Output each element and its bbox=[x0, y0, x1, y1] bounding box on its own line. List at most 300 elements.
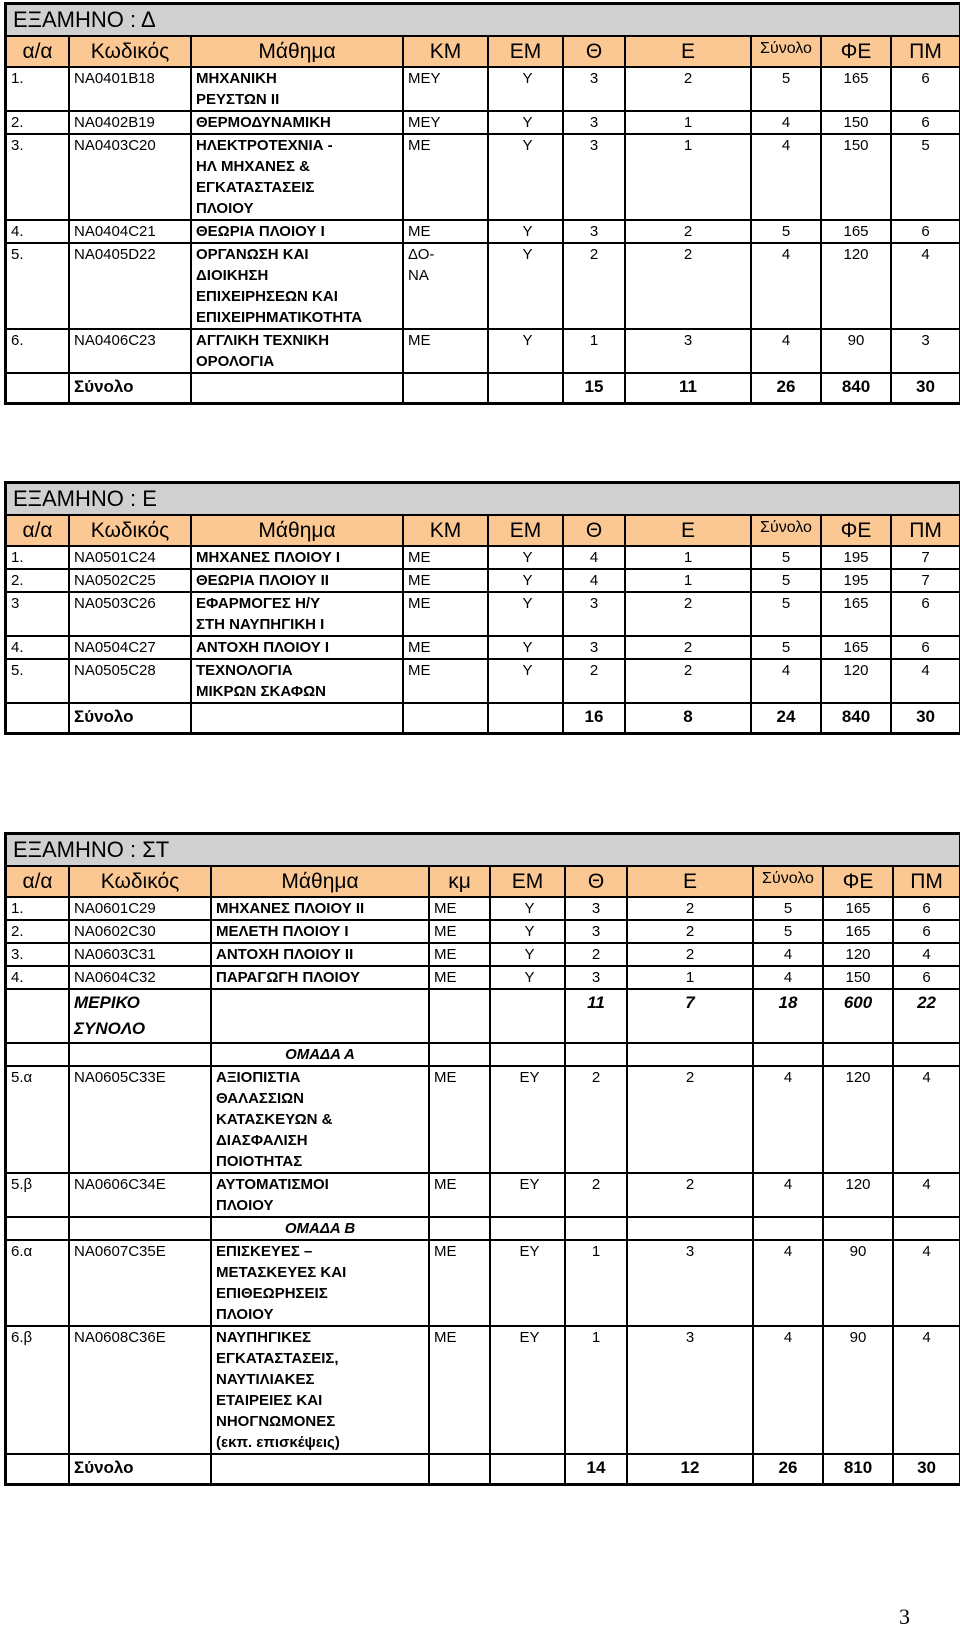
group-spacer bbox=[69, 1043, 211, 1066]
total-hours: 5 bbox=[753, 920, 823, 943]
total-hours: 4 bbox=[753, 1173, 823, 1217]
row-index: 1. bbox=[6, 897, 69, 920]
workload: 165 bbox=[821, 67, 891, 111]
row-index: 6. bbox=[6, 329, 69, 373]
total-value: 18 bbox=[753, 989, 823, 1043]
em-cell: Υ bbox=[488, 243, 563, 329]
total-spacer bbox=[403, 373, 488, 403]
course-row bbox=[6, 1240, 960, 1326]
total-value: 14 bbox=[565, 1454, 627, 1484]
lab-hours: 1 bbox=[625, 569, 751, 592]
group-spacer bbox=[627, 1043, 753, 1066]
course-code: ΝΑ0402Β19 bbox=[69, 111, 191, 134]
row-index: 4. bbox=[6, 966, 69, 989]
column-header: Σύνολο bbox=[751, 515, 821, 546]
total-label: Σύνολο bbox=[69, 703, 191, 733]
row-index: 5. bbox=[6, 243, 69, 329]
course-row bbox=[6, 67, 960, 111]
lab-hours: 1 bbox=[625, 546, 751, 569]
semester-title: ΕΞΑΜΗΝΟ : ΣΤ bbox=[6, 834, 960, 866]
course-code: ΝΑ0604C32 bbox=[69, 966, 211, 989]
theory-hours: 3 bbox=[565, 920, 627, 943]
credits: 4 bbox=[893, 1066, 960, 1173]
course-code: ΝΑ0603C31 bbox=[69, 943, 211, 966]
group-spacer bbox=[429, 1043, 490, 1066]
total-hours: 5 bbox=[751, 220, 821, 243]
total-value: 26 bbox=[753, 1454, 823, 1484]
total-value: 16 bbox=[563, 703, 625, 733]
column-header: Μάθημα bbox=[191, 515, 403, 546]
credits: 6 bbox=[891, 111, 960, 134]
lab-hours: 3 bbox=[625, 329, 751, 373]
workload: 165 bbox=[821, 220, 891, 243]
course-title: ΟΡΓΑΝΩΣΗ ΚΑΙ ΔΙΟΙΚΗΣΗ ΕΠΙΧΕΙΡΗΣΕΩΝ ΚΑΙ ΕΠΙΧΕΙΡΗΜΑΤΙΚΟΤΗΤΑ bbox=[191, 243, 403, 329]
em-cell: Υ bbox=[488, 546, 563, 569]
column-header: Ε bbox=[625, 36, 751, 67]
theory-hours: 2 bbox=[563, 243, 625, 329]
total-value: 30 bbox=[891, 703, 960, 733]
semester-title-row bbox=[6, 483, 960, 515]
theory-hours: 3 bbox=[563, 220, 625, 243]
credits: 4 bbox=[891, 659, 960, 703]
km-cell: ΜΕ bbox=[403, 569, 488, 592]
credits: 4 bbox=[893, 1240, 960, 1326]
row-index: 3. bbox=[6, 134, 69, 220]
course-row bbox=[6, 243, 960, 329]
km-cell: ΜΕ bbox=[403, 659, 488, 703]
column-header: α/α bbox=[6, 866, 69, 897]
column-header: Ε bbox=[627, 866, 753, 897]
course-row bbox=[6, 111, 960, 134]
group-spacer bbox=[565, 1043, 627, 1066]
column-header: Σύνολο bbox=[753, 866, 823, 897]
credits: 4 bbox=[893, 1326, 960, 1454]
group-row bbox=[6, 1043, 960, 1066]
row-index: 5.β bbox=[6, 1173, 69, 1217]
course-title: ΑΓΓΛΙΚΗ ΤΕΧΝΙΚΗ ΟΡΟΛΟΓΙΑ bbox=[191, 329, 403, 373]
total-spacer bbox=[488, 703, 563, 733]
course-title: ΘΕΡΜΟΔΥΝΑΜΙΚΗ bbox=[191, 111, 403, 134]
column-header: Θ bbox=[563, 515, 625, 546]
total-hours: 5 bbox=[751, 592, 821, 636]
row-index: 5.α bbox=[6, 1066, 69, 1173]
km-cell: ΔΟ- ΝΑ bbox=[403, 243, 488, 329]
total-value: 840 bbox=[821, 703, 891, 733]
row-index: 1. bbox=[6, 67, 69, 111]
em-cell: Υ bbox=[490, 920, 565, 943]
credits: 6 bbox=[891, 220, 960, 243]
total-hours: 4 bbox=[751, 111, 821, 134]
lab-hours: 2 bbox=[625, 67, 751, 111]
group-spacer bbox=[627, 1217, 753, 1240]
lab-hours: 2 bbox=[625, 659, 751, 703]
total-value: 840 bbox=[821, 373, 891, 403]
km-cell: ΜΕ bbox=[403, 134, 488, 220]
em-cell: Υ bbox=[490, 966, 565, 989]
total-hours: 4 bbox=[753, 1240, 823, 1326]
column-header: ΕΜ bbox=[490, 866, 565, 897]
em-cell: Υ bbox=[490, 943, 565, 966]
em-cell: Υ bbox=[488, 636, 563, 659]
theory-hours: 2 bbox=[565, 1173, 627, 1217]
workload: 165 bbox=[821, 636, 891, 659]
em-cell: Υ bbox=[488, 329, 563, 373]
em-cell: Υ bbox=[488, 592, 563, 636]
lab-hours: 1 bbox=[627, 966, 753, 989]
total-spacer bbox=[191, 373, 403, 403]
total-spacer bbox=[211, 989, 429, 1043]
course-title: ΑΥΤΟΜΑΤΙΣΜΟΙ ΠΛΟΙΟΥ bbox=[211, 1173, 429, 1217]
km-cell: ΜΕ bbox=[403, 220, 488, 243]
em-cell: ΕΥ bbox=[490, 1066, 565, 1173]
lab-hours: 2 bbox=[627, 897, 753, 920]
em-cell: ΕΥ bbox=[490, 1326, 565, 1454]
total-value: 8 bbox=[625, 703, 751, 733]
course-row bbox=[6, 1066, 960, 1173]
total-spacer bbox=[488, 373, 563, 403]
course-row bbox=[6, 134, 960, 220]
row-index: 4. bbox=[6, 636, 69, 659]
km-cell: ΜΕ bbox=[403, 592, 488, 636]
workload: 165 bbox=[823, 897, 893, 920]
lab-hours: 2 bbox=[627, 920, 753, 943]
row-index: 2. bbox=[6, 569, 69, 592]
semester-d-section bbox=[4, 2, 958, 405]
theory-hours: 3 bbox=[563, 134, 625, 220]
group-spacer bbox=[490, 1043, 565, 1066]
column-header: Θ bbox=[563, 36, 625, 67]
column-header: κμ bbox=[429, 866, 490, 897]
column-header: Κωδικός bbox=[69, 36, 191, 67]
total-value: 30 bbox=[893, 1454, 960, 1484]
workload: 90 bbox=[823, 1326, 893, 1454]
workload: 150 bbox=[821, 111, 891, 134]
course-row bbox=[6, 1326, 960, 1454]
column-header: ΦΕ bbox=[821, 36, 891, 67]
course-title: ΑΞΙΟΠΙΣΤΙΑ ΘΑΛΑΣΣΙΩΝ ΚΑΤΑΣΚΕΥΩΝ & ΔΙΑΣΦΑΛΙΣΗ ΠΟΙΟΤΗΤΑΣ bbox=[211, 1066, 429, 1173]
total-spacer bbox=[6, 373, 69, 403]
course-code: ΝΑ0404C21 bbox=[69, 220, 191, 243]
theory-hours: 3 bbox=[565, 966, 627, 989]
theory-hours: 4 bbox=[563, 569, 625, 592]
row-index: 2. bbox=[6, 111, 69, 134]
total-spacer bbox=[403, 703, 488, 733]
course-row bbox=[6, 569, 960, 592]
course-code: ΝΑ0501C24 bbox=[69, 546, 191, 569]
group-spacer bbox=[490, 1217, 565, 1240]
theory-hours: 1 bbox=[563, 329, 625, 373]
course-title: ΑΝΤΟΧΗ ΠΛΟΙΟΥ ΙΙ bbox=[211, 943, 429, 966]
total-row bbox=[6, 1454, 960, 1484]
course-code: ΝΑ0405D22 bbox=[69, 243, 191, 329]
theory-hours: 3 bbox=[563, 592, 625, 636]
group-spacer bbox=[6, 1217, 69, 1240]
theory-hours: 3 bbox=[565, 897, 627, 920]
total-spacer bbox=[6, 703, 69, 733]
theory-hours: 3 bbox=[563, 67, 625, 111]
theory-hours: 2 bbox=[565, 943, 627, 966]
header-row bbox=[6, 515, 960, 546]
km-cell: ΜΕ bbox=[429, 1173, 490, 1217]
column-header: ΠΜ bbox=[893, 866, 960, 897]
total-value: 11 bbox=[625, 373, 751, 403]
course-code: ΝΑ0505C28 bbox=[69, 659, 191, 703]
total-value: 7 bbox=[627, 989, 753, 1043]
workload: 120 bbox=[821, 659, 891, 703]
header-row bbox=[6, 36, 960, 67]
total-row bbox=[6, 989, 960, 1043]
row-index: 1. bbox=[6, 546, 69, 569]
group-row bbox=[6, 1217, 960, 1240]
semester-e-section bbox=[4, 481, 958, 735]
course-row bbox=[6, 659, 960, 703]
total-label: ΜΕΡΙΚΟ ΣΥΝΟΛΟ bbox=[69, 989, 211, 1043]
semester-st-table bbox=[4, 832, 960, 1486]
semester-st-section bbox=[4, 832, 958, 1486]
total-hours: 4 bbox=[751, 134, 821, 220]
total-hours: 4 bbox=[751, 659, 821, 703]
credits: 6 bbox=[893, 897, 960, 920]
km-cell: ΜΕ bbox=[403, 329, 488, 373]
column-header: ΠΜ bbox=[891, 515, 960, 546]
km-cell: ΜΕΥ bbox=[403, 111, 488, 134]
group-spacer bbox=[893, 1043, 960, 1066]
course-row bbox=[6, 546, 960, 569]
lab-hours: 3 bbox=[627, 1240, 753, 1326]
header-row bbox=[6, 866, 960, 897]
theory-hours: 2 bbox=[565, 1066, 627, 1173]
km-cell: ΜΕ bbox=[429, 943, 490, 966]
workload: 90 bbox=[821, 329, 891, 373]
course-title: ΑΝΤΟΧΗ ΠΛΟΙΟΥ Ι bbox=[191, 636, 403, 659]
credits: 4 bbox=[891, 243, 960, 329]
total-value: 24 bbox=[751, 703, 821, 733]
total-row bbox=[6, 703, 960, 733]
course-code: ΝΑ0403C20 bbox=[69, 134, 191, 220]
total-hours: 5 bbox=[751, 636, 821, 659]
column-header: Ε bbox=[625, 515, 751, 546]
workload: 120 bbox=[823, 1066, 893, 1173]
total-spacer bbox=[429, 989, 490, 1043]
km-cell: ΜΕ bbox=[429, 966, 490, 989]
credits: 5 bbox=[891, 134, 960, 220]
km-cell: ΜΕ bbox=[403, 546, 488, 569]
group-spacer bbox=[69, 1217, 211, 1240]
course-row bbox=[6, 636, 960, 659]
workload: 195 bbox=[821, 569, 891, 592]
credits: 3 bbox=[891, 329, 960, 373]
group-spacer bbox=[753, 1043, 823, 1066]
column-header: ΦΕ bbox=[823, 866, 893, 897]
group-spacer bbox=[823, 1217, 893, 1240]
theory-hours: 4 bbox=[563, 546, 625, 569]
total-spacer bbox=[6, 1454, 69, 1484]
course-code: ΝΑ0605C33Ε bbox=[69, 1066, 211, 1173]
km-cell: ΜΕ bbox=[429, 1066, 490, 1173]
total-hours: 5 bbox=[751, 569, 821, 592]
group-label: ΟΜΑΔΑ Α bbox=[211, 1043, 429, 1066]
course-code: ΝΑ0607C35Ε bbox=[69, 1240, 211, 1326]
total-spacer bbox=[490, 989, 565, 1043]
total-value: 22 bbox=[893, 989, 960, 1043]
km-cell: ΜΕ bbox=[429, 920, 490, 943]
course-row bbox=[6, 329, 960, 373]
total-value: 600 bbox=[823, 989, 893, 1043]
course-code: ΝΑ0401Β18 bbox=[69, 67, 191, 111]
course-title: ΕΦΑΡΜΟΓΕΣ Η/Υ ΣΤΗ ΝΑΥΠΗΓΙΚΗ Ι bbox=[191, 592, 403, 636]
page-number: 3 bbox=[899, 1604, 910, 1629]
total-value: 26 bbox=[751, 373, 821, 403]
lab-hours: 2 bbox=[625, 636, 751, 659]
total-hours: 5 bbox=[753, 897, 823, 920]
course-row bbox=[6, 897, 960, 920]
course-code: ΝΑ0602C30 bbox=[69, 920, 211, 943]
total-label: Σύνολο bbox=[69, 1454, 211, 1484]
em-cell: Υ bbox=[490, 897, 565, 920]
workload: 90 bbox=[823, 1240, 893, 1326]
workload: 165 bbox=[821, 592, 891, 636]
course-title: ΤΕΧΝΟΛΟΓΙΑ ΜΙΚΡΩΝ ΣΚΑΦΩΝ bbox=[191, 659, 403, 703]
course-row bbox=[6, 1173, 960, 1217]
credits: 6 bbox=[891, 636, 960, 659]
column-header: ΦΕ bbox=[821, 515, 891, 546]
course-code: ΝΑ0601C29 bbox=[69, 897, 211, 920]
credits: 4 bbox=[893, 943, 960, 966]
total-spacer bbox=[490, 1454, 565, 1484]
row-index: 6.β bbox=[6, 1326, 69, 1454]
group-spacer bbox=[823, 1043, 893, 1066]
theory-hours: 2 bbox=[563, 659, 625, 703]
column-header: ΕΜ bbox=[488, 36, 563, 67]
total-value: 810 bbox=[823, 1454, 893, 1484]
total-label: Σύνολο bbox=[69, 373, 191, 403]
course-code: ΝΑ0504C27 bbox=[69, 636, 191, 659]
total-spacer bbox=[429, 1454, 490, 1484]
credits: 7 bbox=[891, 546, 960, 569]
lab-hours: 2 bbox=[627, 943, 753, 966]
course-title: ΘΕΩΡΙΑ ΠΛΟΙΟΥ ΙΙ bbox=[191, 569, 403, 592]
em-cell: ΕΥ bbox=[490, 1240, 565, 1326]
course-title: ΠΑΡΑΓΩΓΗ ΠΛΟΙΟΥ bbox=[211, 966, 429, 989]
group-spacer bbox=[565, 1217, 627, 1240]
theory-hours: 3 bbox=[563, 111, 625, 134]
total-hours: 4 bbox=[751, 243, 821, 329]
group-spacer bbox=[6, 1043, 69, 1066]
credits: 6 bbox=[893, 920, 960, 943]
course-code: ΝΑ0608C36Ε bbox=[69, 1326, 211, 1454]
column-header: Μάθημα bbox=[191, 36, 403, 67]
course-row bbox=[6, 592, 960, 636]
lab-hours: 1 bbox=[625, 134, 751, 220]
km-cell: ΜΕ bbox=[403, 636, 488, 659]
total-hours: 4 bbox=[753, 943, 823, 966]
course-row bbox=[6, 920, 960, 943]
em-cell: Υ bbox=[488, 569, 563, 592]
row-index: 5. bbox=[6, 659, 69, 703]
total-value: 12 bbox=[627, 1454, 753, 1484]
total-value: 15 bbox=[563, 373, 625, 403]
km-cell: ΜΕ bbox=[429, 1326, 490, 1454]
row-index: 3 bbox=[6, 592, 69, 636]
credits: 6 bbox=[893, 966, 960, 989]
column-header: Μάθημα bbox=[211, 866, 429, 897]
column-header: Κωδικός bbox=[69, 515, 191, 546]
semester-title-row bbox=[6, 4, 960, 36]
column-header: ΕΜ bbox=[488, 515, 563, 546]
workload: 120 bbox=[821, 243, 891, 329]
course-title: ΕΠΙΣΚΕΥΕΣ – ΜΕΤΑΣΚΕΥΕΣ ΚΑΙ ΕΠΙΘΕΩΡΗΣΕΙΣ ΠΛΟΙΟΥ bbox=[211, 1240, 429, 1326]
group-spacer bbox=[893, 1217, 960, 1240]
workload: 165 bbox=[823, 920, 893, 943]
course-title: ΜΗΧΑΝΙΚΗ ΡΕΥΣΤΩΝ ΙΙ bbox=[191, 67, 403, 111]
course-title: ΜΗΧΑΝΕΣ ΠΛΟΙΟΥ ΙΙ bbox=[211, 897, 429, 920]
em-cell: Υ bbox=[488, 134, 563, 220]
column-header: ΠΜ bbox=[891, 36, 960, 67]
theory-hours: 1 bbox=[565, 1326, 627, 1454]
credits: 4 bbox=[893, 1173, 960, 1217]
total-spacer bbox=[211, 1454, 429, 1484]
semester-e-table bbox=[4, 481, 960, 735]
total-hours: 5 bbox=[751, 67, 821, 111]
workload: 120 bbox=[823, 943, 893, 966]
total-hours: 4 bbox=[753, 1066, 823, 1173]
total-row bbox=[6, 373, 960, 403]
total-spacer bbox=[6, 989, 69, 1043]
course-row bbox=[6, 966, 960, 989]
workload: 195 bbox=[821, 546, 891, 569]
credits: 6 bbox=[891, 592, 960, 636]
column-header: Θ bbox=[565, 866, 627, 897]
semester-title: ΕΞΑΜΗΝΟ : Ε bbox=[6, 483, 960, 515]
column-header: α/α bbox=[6, 515, 69, 546]
semester-title-row bbox=[6, 834, 960, 866]
total-value: 30 bbox=[891, 373, 960, 403]
lab-hours: 2 bbox=[625, 243, 751, 329]
em-cell: Υ bbox=[488, 111, 563, 134]
km-cell: ΜΕΥ bbox=[403, 67, 488, 111]
total-hours: 5 bbox=[751, 546, 821, 569]
workload: 150 bbox=[823, 966, 893, 989]
row-index: 4. bbox=[6, 220, 69, 243]
course-row bbox=[6, 220, 960, 243]
lab-hours: 1 bbox=[625, 111, 751, 134]
total-hours: 4 bbox=[753, 966, 823, 989]
em-cell: Υ bbox=[488, 67, 563, 111]
course-code: ΝΑ0606C34Ε bbox=[69, 1173, 211, 1217]
column-header: Κωδικός bbox=[69, 866, 211, 897]
lab-hours: 2 bbox=[625, 592, 751, 636]
column-header: Σύνολο bbox=[751, 36, 821, 67]
row-index: 2. bbox=[6, 920, 69, 943]
group-spacer bbox=[429, 1217, 490, 1240]
row-index: 6.α bbox=[6, 1240, 69, 1326]
theory-hours: 1 bbox=[565, 1240, 627, 1326]
column-header: ΚΜ bbox=[403, 36, 488, 67]
lab-hours: 3 bbox=[627, 1326, 753, 1454]
column-header: α/α bbox=[6, 36, 69, 67]
semester-d-table bbox=[4, 2, 960, 405]
course-title: ΜΗΧΑΝΕΣ ΠΛΟΙΟΥ Ι bbox=[191, 546, 403, 569]
course-row bbox=[6, 943, 960, 966]
semester-title: ΕΞΑΜΗΝΟ : Δ bbox=[6, 4, 960, 36]
column-header: ΚΜ bbox=[403, 515, 488, 546]
course-code: ΝΑ0406C23 bbox=[69, 329, 191, 373]
lab-hours: 2 bbox=[625, 220, 751, 243]
total-hours: 4 bbox=[753, 1326, 823, 1454]
course-title: ΝΑΥΠΗΓΙΚΕΣ ΕΓΚΑΤΑΣΤΑΣΕΙΣ, ΝΑΥΤΙΛΙΑΚΕΣ ΕΤΑΙΡΕΙΕΣ ΚΑΙ ΝΗΟΓΝΩΜΟΝΕΣ (εκπ. επισκέψεις) bbox=[211, 1326, 429, 1454]
lab-hours: 2 bbox=[627, 1066, 753, 1173]
em-cell: ΕΥ bbox=[490, 1173, 565, 1217]
